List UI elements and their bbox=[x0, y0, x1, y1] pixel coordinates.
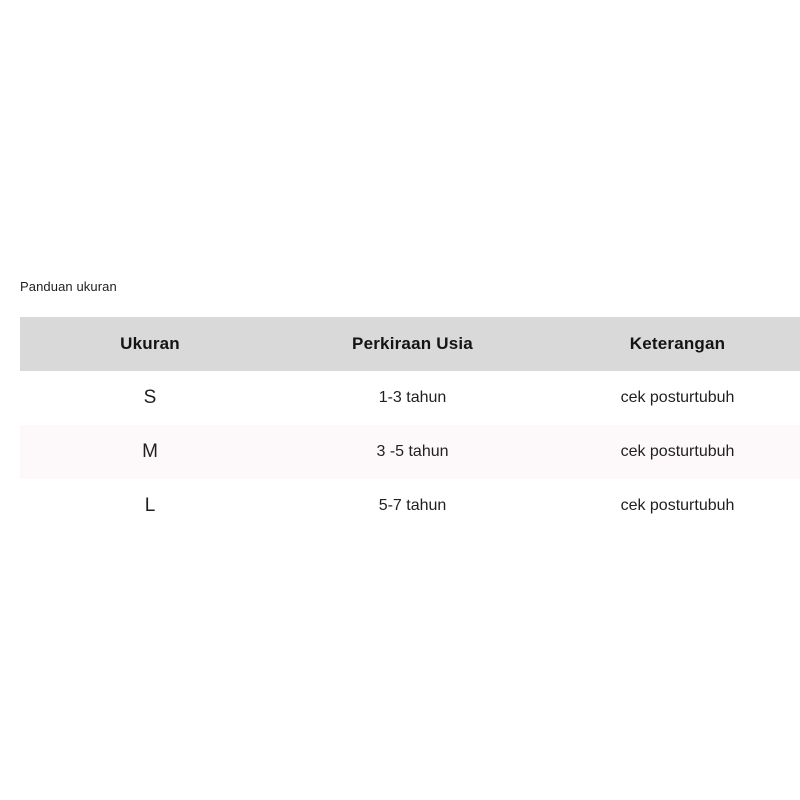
table-body bbox=[20, 371, 800, 533]
table-row bbox=[20, 425, 800, 479]
cell-note: cek posturtubuh bbox=[620, 389, 735, 406]
column-header-size: Ukuran bbox=[120, 334, 180, 353]
cell-note: cek posturtubuh bbox=[620, 443, 735, 460]
page-title: Panduan ukuran bbox=[20, 279, 117, 294]
cell-age: 3 -5 tahun bbox=[376, 443, 449, 460]
column-header-age: Perkiraan Usia bbox=[352, 334, 473, 353]
cell-size: L bbox=[144, 495, 156, 516]
table-header bbox=[20, 317, 800, 371]
column-header-note: Keterangan bbox=[629, 334, 726, 353]
table-header-row bbox=[20, 317, 800, 371]
cell-note: cek posturtubuh bbox=[620, 497, 735, 514]
table-row bbox=[20, 371, 800, 425]
size-guide-table bbox=[20, 317, 800, 533]
table-row bbox=[20, 479, 800, 533]
cell-age: 5-7 tahun bbox=[378, 497, 447, 514]
cell-size: S bbox=[143, 387, 157, 408]
cell-age: 1-3 tahun bbox=[378, 389, 447, 406]
cell-size: M bbox=[142, 441, 158, 462]
